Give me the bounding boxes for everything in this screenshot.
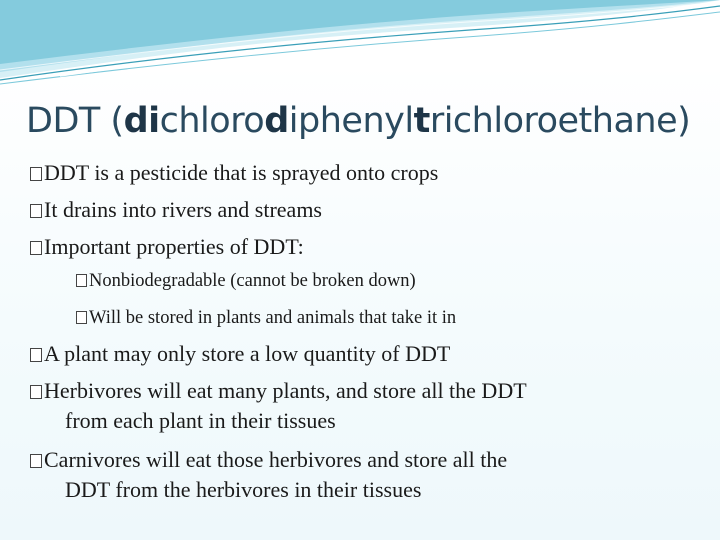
- bullet-marker-icon: [30, 167, 42, 181]
- title-seg-1: chloro: [159, 101, 265, 141]
- bullet-4: [30, 339, 450, 369]
- title-seg-4: t: [413, 101, 430, 141]
- bullet-3-text: Important properties of DDT:: [44, 234, 304, 259]
- bullet-5-text: Herbivores will eat many plants, and store all the DDT: [44, 378, 527, 403]
- bullet-6-continuation: DDT from the herbivores in their tissues: [65, 477, 422, 502]
- bullet-marker-icon: [30, 454, 42, 468]
- bullet-marker-icon: [30, 385, 42, 399]
- bullet-4-text: A plant may only store a low quantity of DDT: [44, 341, 451, 366]
- bullet-6: [30, 445, 507, 475]
- bullet-5: [30, 376, 527, 406]
- title-seg-3: iphenyl: [288, 101, 414, 141]
- bullet-1-text: DDT is a pesticide that is sprayed onto crops: [44, 160, 439, 185]
- bullet-3: [30, 232, 304, 262]
- sub-bullet-1-text: Nonbiodegradable (cannot be broken down): [89, 271, 416, 291]
- bullet-marker-icon: [30, 241, 42, 255]
- title-seg-5: richloroethane): [429, 101, 691, 141]
- bullet-5-continuation: from each plant in their tissues: [65, 408, 336, 433]
- sub-bullet-2: [76, 305, 456, 331]
- sub-bullet-1: [76, 268, 416, 294]
- title-seg-0: di: [123, 101, 160, 141]
- title-prefix: DDT (: [26, 101, 124, 141]
- title-seg-2: d: [264, 101, 289, 141]
- bullet-marker-icon: [30, 204, 42, 218]
- bullet-marker-icon: [30, 348, 42, 362]
- bullet-1: [30, 158, 438, 188]
- bullet-6-text: Carnivores will eat those herbivores and store all the: [44, 447, 508, 472]
- sub-bullet-marker-icon: [76, 311, 87, 324]
- bullet-2: [30, 195, 322, 225]
- bullet-2-text: It drains into rivers and streams: [44, 197, 322, 222]
- sub-bullet-2-text: Will be stored in plants and animals that take it in: [89, 308, 457, 328]
- sub-bullet-marker-icon: [76, 274, 87, 287]
